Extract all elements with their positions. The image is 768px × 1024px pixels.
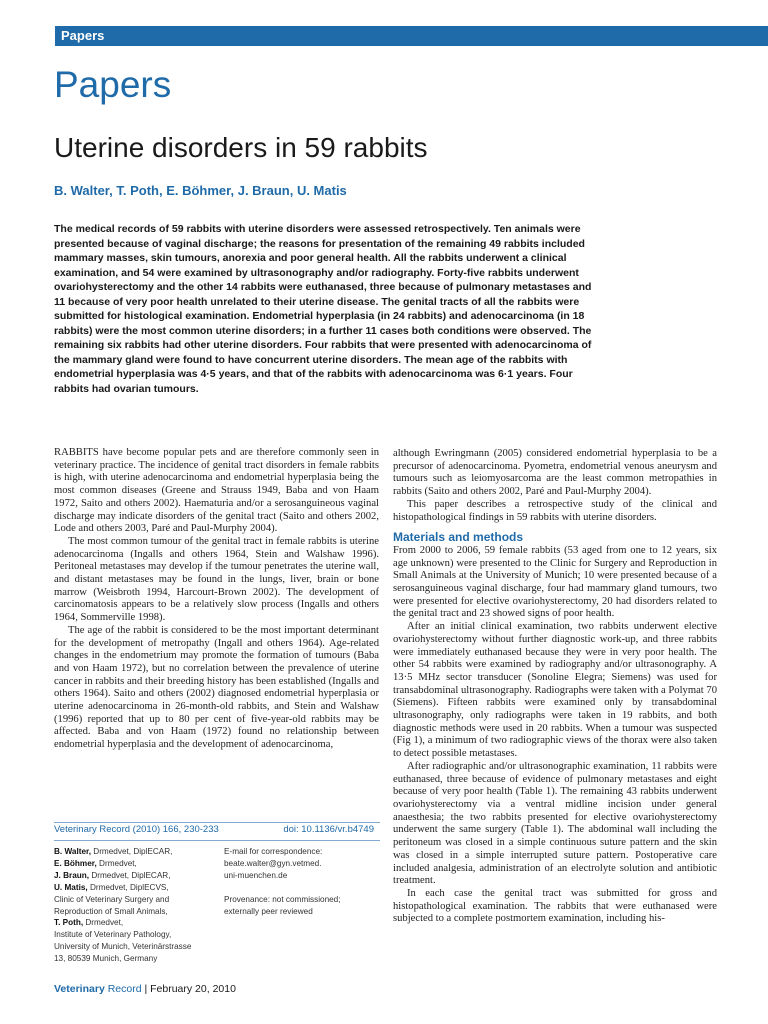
affiliation-line: Reproduction of Small Animals, (54, 906, 168, 916)
affiliation-line: University of Munich, Veterinärstrasse (54, 942, 192, 952)
body-column-left (54, 447, 379, 752)
body-paragraph: The most common tumour of the genital tract in female rabbits is uterine adenocarcinoma (Ingalls and others 1964, Stein and Walshaw 1996). Peritoneal metastases may develop if the tumour penetrates the uterine wall, and distant metastases may be found in the lungs, liver, brain or bone marrow (Weisbroth 1994, Harcourt-Brown 2002). The development of carcinomatosis appears to be a relatively slow process (Ingalls and others 1964, Sommerville 1998). (54, 535, 379, 624)
methods-heading: Materials and methods (393, 530, 524, 545)
affiliation-line: E. Böhmer, Drmedvet, (54, 858, 137, 868)
provenance-note: Provenance: not commissioned; (224, 894, 341, 904)
correspondence-label: E-mail for correspondence: (224, 847, 323, 856)
journal-reference: Veterinary Record (2010) 166, 230-233 (54, 824, 219, 835)
section-bar: Papers (55, 26, 768, 46)
body-paragraph: From 2000 to 2006, 59 female rabbits (53 aged from one to 12 years, six age unknown) were presented to the Clinic for Surgery and Reproduction in Small Animals at the University of Munich; 10 were presented because of a serosanguineous vaginal discharge, four had mammary gland tumours, two were presented for elective ovariohysterectomy, 20 had disorders related to the genital tract and 23 showed signs of poor health. (393, 544, 717, 620)
citation-line (54, 824, 380, 835)
provenance-note: externally peer reviewed (224, 906, 313, 916)
divider (54, 822, 380, 823)
journal-name-suffix: Record (104, 983, 142, 995)
affiliation-line: Institute of Veterinary Pathology, (54, 930, 172, 940)
email-link[interactable]: beate.walter@gyn.vetmed. (224, 858, 322, 868)
correspondence-block (224, 846, 384, 917)
page-footer (54, 983, 236, 995)
affiliation-line: U. Matis, Drmedvet, DiplECVS, (54, 882, 169, 892)
body-paragraph: In each case the genital tract was submitted for gross and histopathological examination. The rabbits that were euthanased were subjected to a complete postmortem examination, including his- (393, 887, 717, 925)
section-title: Papers (54, 64, 172, 105)
author-list: B. Walter, T. Poth, E. Böhmer, J. Braun, U. Matis (54, 183, 347, 198)
affiliation-line: 13, 80539 Munich, Germany (54, 954, 158, 964)
journal-name: Veterinary (54, 983, 105, 995)
body-paragraph: After radiographic and/or ultrasonographic examination, 11 rabbits were euthanased, three because of evidence of pulmonary metastases and eight because of very poor health (Table 1). The remaining 43 rabbits underwent ovariohysterectomy via a ventral midline incision under general anaesthesia; the two rabbits presented for elective ovariohysterectomy underwent the same surgery (Table 1). The abdominal wall including the peritoneum was closed in a simple continuous suture pattern and the skin was closed in a simple interrupted suture pattern. Postoperative care included analgesia, administration of an electrolyte solution and antibiotic treatment. (393, 760, 717, 887)
abstract: The medical records of 59 rabbits with uterine disorders were assessed retrospectively. Ten animals were presented because of vaginal discharge; the reasons for presentation of the remaining 49 rabbits included mammary masses, skin tumours, anorexia and poor general health. All the rabbits underwent a clinical examination, and 54 were examined by ultrasonography and/or radiography. Forty-five rabbits underwent ovariohysterectomy and the other 14 rabbits were euthanased, three because of pulmonary metastases and 11 because of very poor health unrelated to their uterine disease. The genital tracts of all the rabbits were submitted for histological examination. Endometrial hyperplasia (in 24 rabbits) and adenocarcinoma (in 18 rabbits) were the most common uterine disorders; in a further 11 cases both conditions were observed. The remaining six rabbits had other uterine disorders. Four rabbits that were presented with adenocarcinoma of the mammary gland were found to have concurrent uterine disorders. The mean age of the rabbits with endometrial hyperplasia was 4·5 years, and that of the rabbits with adenocarcinoma was 6·1 years. Four rabbits had ovarian tumours. (54, 223, 592, 395)
email-link[interactable]: uni-muenchen.de (224, 870, 288, 880)
body-paragraph: although Ewringmann (2005) considered endometrial hyperplasia to be a precursor of adenocarcinoma. Pyometra, endometrial venous aneurysm and tumours such as leiomyosarcoma are the least common metropathies in rabbits (Saito and others 2002, Paré and Paul-Murphy 2004). (393, 448, 717, 498)
body-paragraph: This paper describes a retrospective study of the clinical and histopathological findings in 59 rabbits with uterine disorders. (393, 498, 717, 523)
article-title: Uterine disorders in 59 rabbits (54, 132, 428, 163)
affiliation-line: B. Walter, Drmedvet, DiplECAR, (54, 847, 173, 856)
body-paragraph: The age of the rabbit is considered to be the most important determinant for the development of metropathy (Ingall and others 1964). Age-related changes in the endometrium may promote the formation of tumours (Baba and von Haam 1972), but no correlation between the prevalence of uterine cancer in rabbits and their breeding history has been established (Ingalls and others 1964). Saito and others (2002) diagnosed endometrial hyperplasia or uterine adenocarcinoma in 26-month-old rabbits, and Stein and Walshaw (1996) reported that up to 80 per cent of five-year-old rabbits may be affected. Baba and von Haam (1972) found no relationship between endometrial hyperplasia and the development of adenocarcinoma, (54, 624, 379, 751)
divider (54, 840, 380, 841)
body-column-right (393, 448, 717, 926)
author-affiliations (54, 846, 219, 965)
body-paragraph: RABBITS have become popular pets and are therefore commonly seen in veterinary practice. The incidence of genital tract disorders in female rabbits is high, with uterine adenocarcinoma and endometrial hyperplasia being the most common diseases (Greene and Strauss 1949, Baba and von Haam 1972, Saito and others 2002). Haematuria and/or a serosanguineous vaginal discharge may indicate disorders of the genital tract (Saito and others 2002, Lode and others 2003, Paré and Paul-Murphy 2004). (54, 447, 379, 535)
affiliation-line: J. Braun, Drmedvet, DiplECAR, (54, 870, 171, 880)
affiliation-line: T. Poth, Drmedvet, (54, 918, 124, 928)
affiliation-line: Clinic of Veterinary Surgery and (54, 894, 170, 904)
doi-link[interactable]: doi: 10.1136/vr.b4749 (283, 824, 374, 835)
body-paragraph: After an initial clinical examination, two rabbits underwent elective ovariohysterectomy without further diagnostic work-up, and three rabbits were immediately euthanased because they were in very poor health. The other 54 rabbits were examined by radiography and/or ultrasonography. A 13·5 MHz sector transducer (Sonoline Elegra; Siemens) was used for transabdominal ultrasonography. Radiographs were taken with a Polymat 70 (Siemens). Fifteen rabbits were examined only by transabdominal ultrasonography, only radiographs were taken in 19 rabbits, and both diagnostic methods were used in 20 rabbits. When a tumour was suspected (Fig 1), a minimum of two radiographic views of the thorax were also taken to detect possible metastases. (393, 621, 717, 760)
issue-date: | February 20, 2010 (141, 983, 236, 995)
